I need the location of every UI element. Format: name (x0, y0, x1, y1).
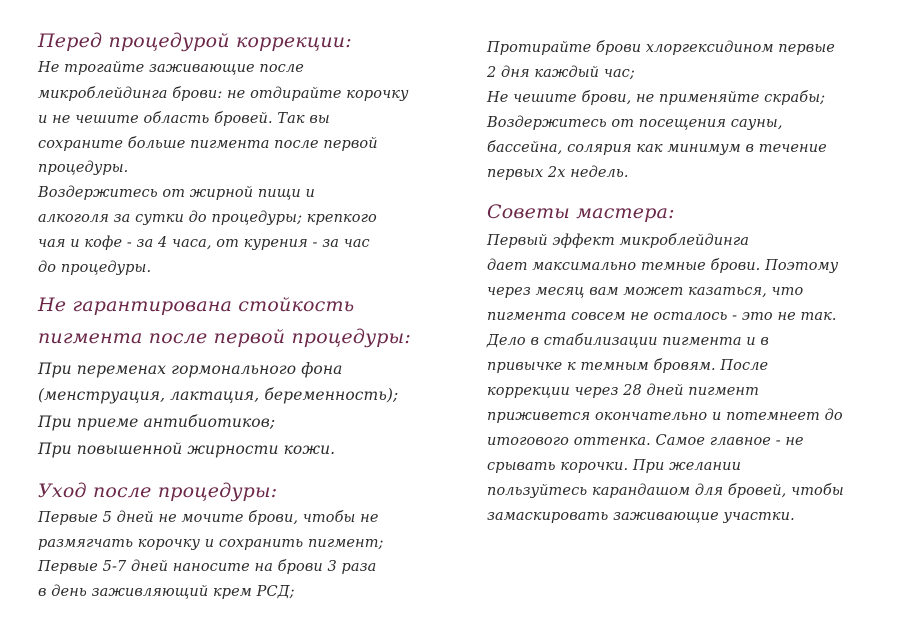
text-line: Воздержитесь от жирной пищи и (38, 185, 315, 201)
text-line: При приеме антибиотиков; (38, 413, 276, 431)
section-heading-aftercare: Уход после процедуры: (38, 480, 278, 502)
text-line: через месяц вам может казаться, что (487, 283, 804, 299)
text-line: микроблейдинга брови: не отдирайте корочку (38, 86, 409, 102)
text-line: Первый эффект микроблейдинга (487, 233, 750, 249)
text-line: При переменах гормонального фона (38, 360, 343, 378)
text-line: Первые 5 дней не мочите брови, чтобы не (38, 510, 379, 526)
text-line: алкоголя за сутки до процедуры; крепкого (38, 210, 377, 226)
text-line: в день заживляющий крем РСД; (38, 584, 295, 600)
text-line: Дело в стабилизации пигмента и в (487, 333, 769, 349)
text-line: коррекции через 28 дней пигмент (487, 383, 759, 399)
text-line: до процедуры. (38, 260, 152, 276)
text-line: замаскировать заживающие участки. (487, 508, 795, 524)
text-line: приживется окончательно и потемнеет до (487, 408, 843, 424)
text-line: Воздержитесь от посещения сауны, (487, 115, 783, 131)
section-heading-durability-line2: пигмента после первой процедуры: (38, 326, 411, 348)
text-line: дает максимально темные брови. Поэтому (487, 258, 839, 274)
text-line: 2 дня каждый час; (487, 65, 635, 81)
text-line: Не чешите брови, не применяйте скрабы; (487, 90, 826, 106)
text-line: и не чешите область бровей. Так вы (38, 111, 330, 127)
text-line: сохраните больше пигмента после первой (38, 136, 378, 152)
text-line: привычке к темным бровям. После (487, 358, 769, 374)
text-line: бассейна, солярия как минимум в течение (487, 140, 827, 156)
text-line: (менструация, лактация, беременность); (38, 386, 399, 404)
text-line: итогового оттенка. Самое главное - не (487, 433, 804, 449)
text-line: процедуры. (38, 160, 129, 176)
text-line: Первые 5-7 дней наносите на брови 3 раза (38, 559, 377, 575)
text-line: первых 2х недель. (487, 165, 629, 181)
text-line: размягчать корочку и сохранить пигмент; (38, 535, 384, 551)
section-heading-durability: Не гарантирована стойкость (38, 294, 355, 316)
section-heading-master-tips: Советы мастера: (487, 201, 675, 223)
text-line: При повышенной жирности кожи. (38, 440, 336, 458)
text-line: Не трогайте заживающие после (38, 60, 304, 76)
text-line: пользуйтесь карандашом для бровей, чтобы (487, 483, 844, 499)
text-line: Протирайте брови хлоргексидином первые (487, 40, 835, 56)
text-line: пигмента совсем не осталось - это не так. (487, 308, 837, 324)
text-line: чая и кофе - за 4 часа, от курения - за час (38, 235, 370, 251)
text-line: срывать корочки. При желании (487, 458, 742, 474)
section-heading-before-correction: Перед процедурой коррекции: (38, 30, 352, 52)
